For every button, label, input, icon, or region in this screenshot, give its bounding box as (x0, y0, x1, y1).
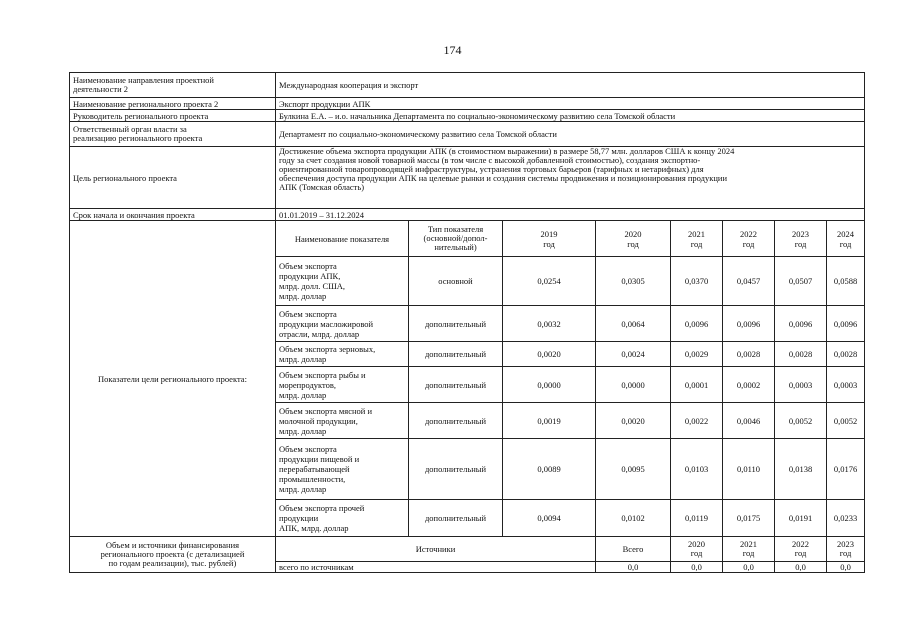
financing-value: 0,0 (671, 562, 723, 573)
financing-value: 0,0 (723, 562, 775, 573)
financing-section-label: Объем и источники финансирования регионального проекта (с детализацией по годам реализации), тыс. рублей) (70, 537, 276, 573)
indicator-value: 0,0052 (827, 403, 865, 439)
financing-header-row (70, 537, 865, 562)
project-name-label: Наименование регионального проекта 2 (70, 98, 276, 110)
indicator-value: 0,0089 (503, 439, 596, 500)
indicator-value: 0,0096 (671, 306, 723, 342)
indicator-type: дополнительный (409, 439, 503, 500)
indicator-value: 0,0000 (503, 367, 596, 403)
indicator-name: Объем экспорта рыбы и морепродуктов, млрд. доллар (276, 367, 409, 403)
year-header: 2022 год (723, 221, 775, 257)
indicator-name: Объем экспорта продукции пищевой и перерабатывающей промышленности, млрд. доллар (276, 439, 409, 500)
indicator-value: 0,0233 (827, 500, 865, 537)
indicator-name: Объем экспорта продукции АПК, млрд. долл. США, млрд. доллар (276, 257, 409, 306)
indicator-value: 0,0064 (596, 306, 671, 342)
financing-total: 0,0 (596, 562, 671, 573)
indicator-value: 0,0022 (671, 403, 723, 439)
indicator-value: 0,0119 (671, 500, 723, 537)
indicator-value: 0,0001 (671, 367, 723, 403)
dates-value: 01.01.2019 – 31.12.2024 (276, 209, 865, 221)
year-header: 2023 год (775, 221, 827, 257)
row-project-head (70, 110, 865, 122)
indicator-value: 0,0024 (596, 342, 671, 367)
indicator-value: 0,0110 (723, 439, 775, 500)
indicator-value: 0,0020 (503, 342, 596, 367)
indicator-type: дополнительный (409, 403, 503, 439)
indicator-value: 0,0095 (596, 439, 671, 500)
indicators-header-row (70, 221, 865, 257)
indicator-value: 0,0507 (775, 257, 827, 306)
year-header: 2020 год (596, 221, 671, 257)
row-responsible-body (70, 122, 865, 147)
dates-label: Срок начала и окончания проекта (70, 209, 276, 221)
indicator-value: 0,0175 (723, 500, 775, 537)
indicator-value: 0,0588 (827, 257, 865, 306)
year-header: 2019 год (503, 221, 596, 257)
indicator-type: дополнительный (409, 342, 503, 367)
indicator-value: 0,0191 (775, 500, 827, 537)
indicator-name: Объем экспорта продукции масложировой отрасли, млрд. доллар (276, 306, 409, 342)
indicator-value: 0,0029 (671, 342, 723, 367)
indicator-value: 0,0000 (596, 367, 671, 403)
indicator-type: основной (409, 257, 503, 306)
direction-label: Наименование направления проектной деятельности 2 (70, 73, 276, 98)
row-goal (70, 147, 865, 209)
indicator-name-header: Наименование показателя (276, 221, 409, 257)
financing-sources-header: Источники (276, 537, 596, 562)
indicator-value: 0,0102 (596, 500, 671, 537)
indicator-value: 0,0020 (596, 403, 671, 439)
indicator-value: 0,0003 (775, 367, 827, 403)
row-project-name (70, 98, 865, 110)
year-header: 2021 год (671, 221, 723, 257)
project-head-value: Булкина Е.А. – и.о. начальника Департамента по социально-экономическому развитию села Томской области (276, 110, 865, 122)
project-name-value: Экспорт продукции АПК (276, 98, 865, 110)
financing-value: 0,0 (775, 562, 827, 573)
indicator-value: 0,0096 (775, 306, 827, 342)
page-number: 174 (443, 43, 462, 57)
goal-value: Достижение объема экспорта продукции АПК (в стоимостном выражении) в размере 58,77 млн. долларов США к концу 2024 году за счет создания новой товарной массы (в том числе с высокой добавленной стоимостью), создания экспортно- ориентированной товаропроводящей инфраструктуры, устранения торговых барьеров (тарифных и нетарифных) для обеспечения доступа продукции АПК на целевые рынки и создания системы продвижения и позиционирования продукции АПК (Томская область) (276, 147, 865, 209)
indicator-value: 0,0096 (723, 306, 775, 342)
indicator-value: 0,0052 (775, 403, 827, 439)
goal-label: Цель регионального проекта (70, 147, 276, 209)
indicator-value: 0,0028 (827, 342, 865, 367)
indicator-value: 0,0003 (827, 367, 865, 403)
indicator-type: дополнительный (409, 500, 503, 537)
indicator-value: 0,0002 (723, 367, 775, 403)
indicator-value: 0,0019 (503, 403, 596, 439)
indicator-name: Объем экспорта зерновых, млрд. доллар (276, 342, 409, 367)
indicator-value: 0,0138 (775, 439, 827, 500)
row-direction (70, 73, 865, 98)
indicator-value: 0,0046 (723, 403, 775, 439)
indicator-name: Объем экспорта прочей продукции АПК, млрд. доллар (276, 500, 409, 537)
financing-year-header: 2023 год (827, 537, 865, 562)
indicator-value: 0,0103 (671, 439, 723, 500)
indicator-value: 0,0094 (503, 500, 596, 537)
indicator-value: 0,0457 (723, 257, 775, 306)
regional-project-passport-table (69, 72, 865, 573)
indicator-value: 0,0096 (827, 306, 865, 342)
indicator-type-header: Тип показателя (основной/допол- нительный) (409, 221, 503, 257)
financing-year-header: 2020 год (671, 537, 723, 562)
year-header: 2024 год (827, 221, 865, 257)
indicator-value: 0,0028 (723, 342, 775, 367)
indicators-section-label: Показатели цели регионального проекта: (70, 221, 276, 537)
indicator-value: 0,0032 (503, 306, 596, 342)
indicator-value: 0,0028 (775, 342, 827, 367)
indicator-value: 0,0370 (671, 257, 723, 306)
indicator-value: 0,0254 (503, 257, 596, 306)
financing-year-header: 2021 год (723, 537, 775, 562)
responsible-body-value: Департамент по социально-экономическому развитию села Томской области (276, 122, 865, 147)
project-head-label: Руководитель регионального проекта (70, 110, 276, 122)
financing-value: 0,0 (827, 562, 865, 573)
indicator-value: 0,0305 (596, 257, 671, 306)
direction-value: Международная кооперация и экспорт (276, 73, 865, 98)
financing-year-header: 2022 год (775, 537, 827, 562)
financing-source: всего по источникам (276, 562, 596, 573)
financing-total-header: Всего (596, 537, 671, 562)
indicator-name: Объем экспорта мясной и молочной продукции, млрд. доллар (276, 403, 409, 439)
row-dates (70, 209, 865, 221)
indicator-type: дополнительный (409, 306, 503, 342)
indicator-type: дополнительный (409, 367, 503, 403)
responsible-body-label: Ответственный орган власти за реализацию регионального проекта (70, 122, 276, 147)
indicator-value: 0,0176 (827, 439, 865, 500)
